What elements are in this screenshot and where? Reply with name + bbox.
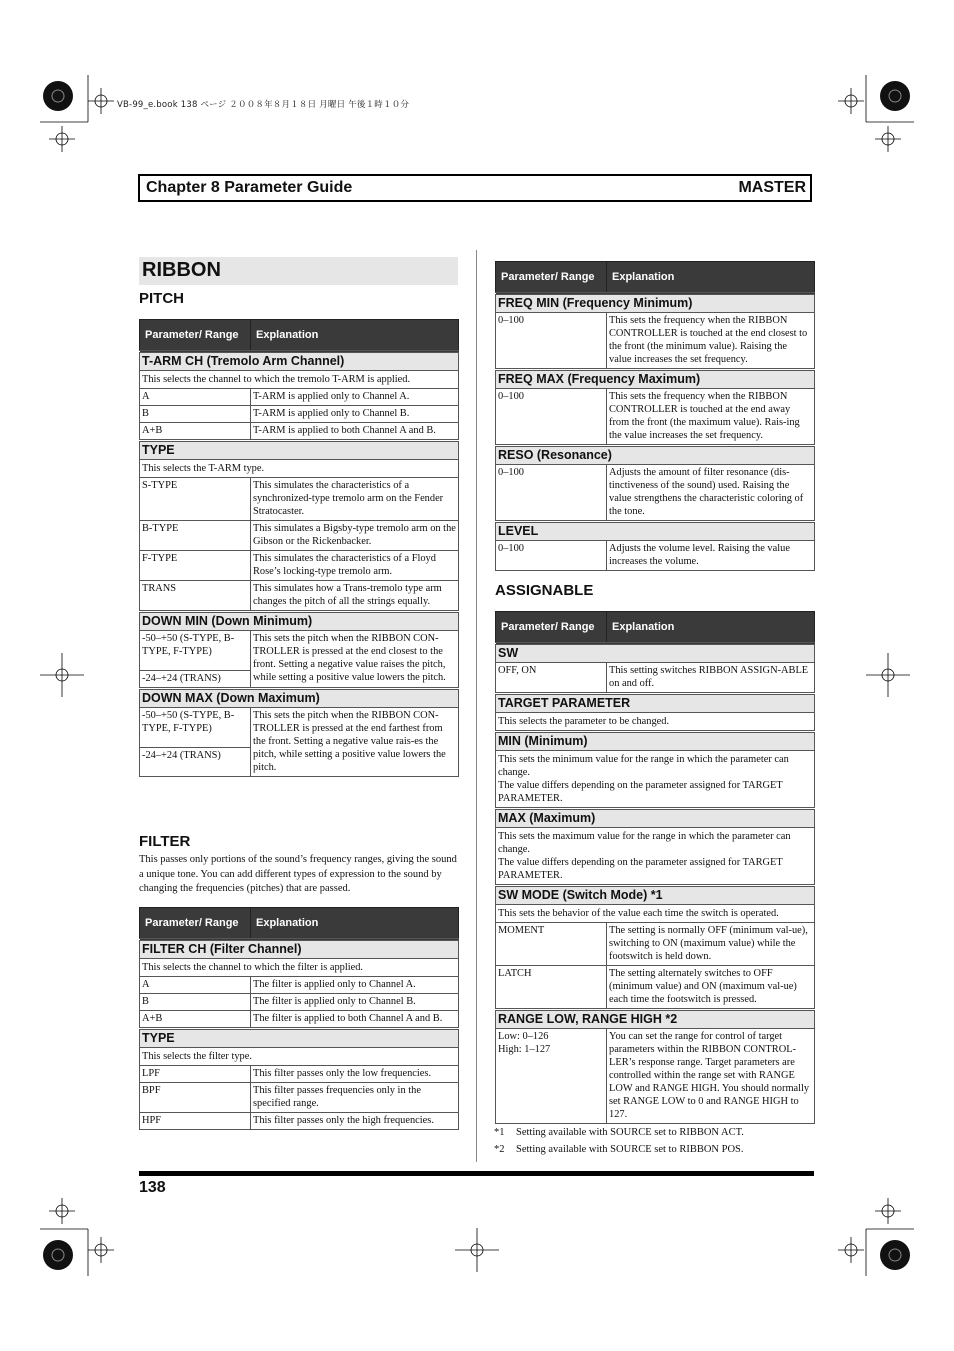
explanation-cell: T-ARM is applied to both Channel A and B. [251, 423, 459, 441]
param-name: LEVEL [496, 522, 815, 541]
param-desc: This selects the channel to which the filter is applied. [140, 959, 459, 977]
explanation-cell: T-ARM is applied only to Channel B. [251, 406, 459, 423]
param-name: T-ARM CH (Tremolo Arm Channel) [140, 352, 459, 371]
range-cell: HPF [140, 1113, 251, 1130]
explanation-cell: The setting is normally OFF (minimum val-ue), switching to ON (maximum value) while the footswitch is held down. [607, 923, 815, 966]
param-name: MIN (Minimum) [496, 732, 815, 751]
desc-line: The value differs depending on the parameter assigned for TARGET PARAMETER. [498, 780, 783, 804]
column-divider [476, 250, 477, 1162]
explanation-cell: This simulates the characteristics of a synchronized-type tremolo arm on the Fender Stratocaster. [251, 478, 459, 521]
param-name: SW MODE (Switch Mode) *1 [496, 886, 815, 905]
param-desc [496, 751, 815, 809]
col-param-header: Parameter/ Range [496, 262, 607, 294]
explanation-cell: The filter is applied only to Channel A. [251, 977, 459, 994]
param-desc: This sets the behavior of the value each time the switch is operated. [496, 905, 815, 923]
desc-line: This sets the minimum value for the range in which the parameter can change. [498, 754, 789, 778]
range-cell: 0–100 [496, 389, 607, 446]
assignable-heading: ASSIGNABLE [495, 582, 594, 599]
param-name: TYPE [140, 441, 459, 460]
param-desc: This selects the filter type. [140, 1048, 459, 1066]
range-line: Low: 0–126 [498, 1031, 549, 1042]
col-explanation-header: Explanation [607, 612, 815, 644]
range-cell: -50–+50 (S-TYPE, B-TYPE, F-TYPE) [140, 631, 251, 671]
explanation-cell: Adjusts the amount of filter resonance (dis-tinctiveness of the sound) used. Raising the value strengthens the characteristic coloring of the tone. [607, 465, 815, 522]
range-cell: S-TYPE [140, 478, 251, 521]
explanation-cell: This sets the frequency when the RIBBON CONTROLLER is touched at the end away from the front (the maximum value). Rais-ing the value increases the set frequency. [607, 389, 815, 446]
desc-line: This sets the maximum value for the range in which the parameter can change. [498, 831, 791, 855]
range-cell: -24–+24 (TRANS) [140, 671, 251, 689]
param-name: TARGET PARAMETER [496, 694, 815, 713]
param-name: FREQ MIN (Frequency Minimum) [496, 294, 815, 313]
range-cell: MOMENT [496, 923, 607, 966]
explanation-cell: This sets the frequency when the RIBBON CONTROLLER is touched at the end closest to the front (the minimum value). Raising the value increases the set frequency. [607, 313, 815, 370]
range-cell [496, 1029, 607, 1124]
col-explanation-header: Explanation [607, 262, 815, 294]
param-desc: This selects the T-ARM type. [140, 460, 459, 478]
param-name: RESO (Resonance) [496, 446, 815, 465]
explanation-cell: This filter passes only the low frequencies. [251, 1066, 459, 1083]
page-number: 138 [139, 1179, 166, 1196]
range-cell: BPF [140, 1083, 251, 1113]
explanation-cell: This sets the pitch when the RIBBON CON-TROLLER is pressed at the end farthest from the front. Setting a negative value rais-es the pitch, while setting a positive value lowers the pitch. [251, 708, 459, 777]
col-param-header: Parameter/ Range [496, 612, 607, 644]
explanation-cell: This filter passes frequencies only in the specified range. [251, 1083, 459, 1113]
footnote-mark: *2 [494, 1144, 505, 1155]
range-cell: A [140, 389, 251, 406]
param-desc [496, 828, 815, 886]
footer-rule [139, 1171, 814, 1176]
pitch-heading: PITCH [139, 290, 184, 307]
chapter-title: Chapter 8 Parameter Guide [146, 179, 353, 196]
param-desc: This selects the channel to which the tremolo T-ARM is applied. [140, 371, 459, 389]
explanation-cell: This simulates the characteristics of a Floyd Rose’s locking-type tremolo arm. [251, 551, 459, 581]
footnote-text: Setting available with SOURCE set to RIBBON ACT. [516, 1127, 744, 1138]
param-name: DOWN MIN (Down Minimum) [140, 612, 459, 631]
range-cell: TRANS [140, 581, 251, 612]
range-cell: A [140, 977, 251, 994]
col-explanation-header: Explanation [251, 320, 459, 352]
explanation-cell: This simulates a Bigsby-type tremolo arm on the Gibson or the Rickenbacker. [251, 521, 459, 551]
explanation-cell: This simulates how a Trans-tremolo type arm changes the pitch of all the strings equally. [251, 581, 459, 612]
filter-table [139, 907, 459, 1130]
range-cell: F-TYPE [140, 551, 251, 581]
range-cell: A+B [140, 1011, 251, 1029]
col-param-header: Parameter/ Range [140, 320, 251, 352]
param-name: DOWN MAX (Down Maximum) [140, 689, 459, 708]
footnote-text: Setting available with SOURCE set to RIBBON POS. [516, 1144, 744, 1155]
param-name: SW [496, 644, 815, 663]
param-name: TYPE [140, 1029, 459, 1048]
range-cell: 0–100 [496, 465, 607, 522]
range-cell: 0–100 [496, 541, 607, 571]
print-info: VB-99_e.book 138 ページ ２００８年８月１８日 月曜日 午後１時１０分 [117, 100, 410, 110]
col-param-header: Parameter/ Range [140, 908, 251, 940]
explanation-cell: The filter is applied only to Channel B. [251, 994, 459, 1011]
assignable-table [495, 611, 815, 1124]
param-name: RANGE LOW, RANGE HIGH *2 [496, 1010, 815, 1029]
range-cell: B [140, 406, 251, 423]
range-cell: A+B [140, 423, 251, 441]
range-cell: -24–+24 (TRANS) [140, 748, 251, 777]
range-line: High: 1–127 [498, 1044, 551, 1055]
footnote-mark: *1 [494, 1127, 505, 1138]
explanation-cell: This setting switches RIBBON ASSIGN-ABLE on and off. [607, 663, 815, 694]
param-desc: This selects the parameter to be changed. [496, 713, 815, 732]
footnote [494, 1141, 744, 1158]
footnotes [494, 1124, 744, 1158]
range-cell: -50–+50 (S-TYPE, B-TYPE, F-TYPE) [140, 708, 251, 748]
range-cell: OFF, ON [496, 663, 607, 694]
explanation-cell: The setting alternately switches to OFF (minimum value) and ON (maximum val-ue) each time the footswitch is pressed. [607, 966, 815, 1010]
range-cell: B-TYPE [140, 521, 251, 551]
explanation-cell: The filter is applied to both Channel A and B. [251, 1011, 459, 1029]
filter-table-continued [495, 261, 815, 571]
param-name: FILTER CH (Filter Channel) [140, 940, 459, 959]
section-title: RIBBON [142, 259, 221, 281]
footnote [494, 1124, 744, 1141]
desc-line: The value differs depending on the parameter assigned for TARGET PARAMETER. [498, 857, 783, 881]
range-cell: LATCH [496, 966, 607, 1010]
range-cell: B [140, 994, 251, 1011]
explanation-cell: You can set the range for control of target parameters within the RIBBON CONTROL-LER’s response range. Target parameters are controlled within the range set with RANGE LOW and RANGE HIGH. You should normally set RANGE LOW to 0 and RANGE HIGH to 127. [607, 1029, 815, 1124]
explanation-cell: Adjusts the volume level. Raising the value increases the volume. [607, 541, 815, 571]
range-cell: LPF [140, 1066, 251, 1083]
pitch-table [139, 319, 459, 777]
col-explanation-header: Explanation [251, 908, 459, 940]
range-cell: 0–100 [496, 313, 607, 370]
param-name: FREQ MAX (Frequency Maximum) [496, 370, 815, 389]
filter-heading: FILTER [139, 833, 191, 850]
explanation-cell: This filter passes only the high frequencies. [251, 1113, 459, 1130]
param-name: MAX (Maximum) [496, 809, 815, 828]
section-label: MASTER [738, 179, 806, 196]
explanation-cell: T-ARM is applied only to Channel A. [251, 389, 459, 406]
explanation-cell: This sets the pitch when the RIBBON CON-TROLLER is pressed at the end closest to the front. Setting a negative value raises the pitch, while setting a positive value lowers the pitch. [251, 631, 459, 689]
filter-intro: This passes only portions of the sound’s frequency ranges, giving the sound a unique tone. You can add different types of expression to the sound by changing the frequencies (pitches) that are passed. [139, 854, 457, 894]
